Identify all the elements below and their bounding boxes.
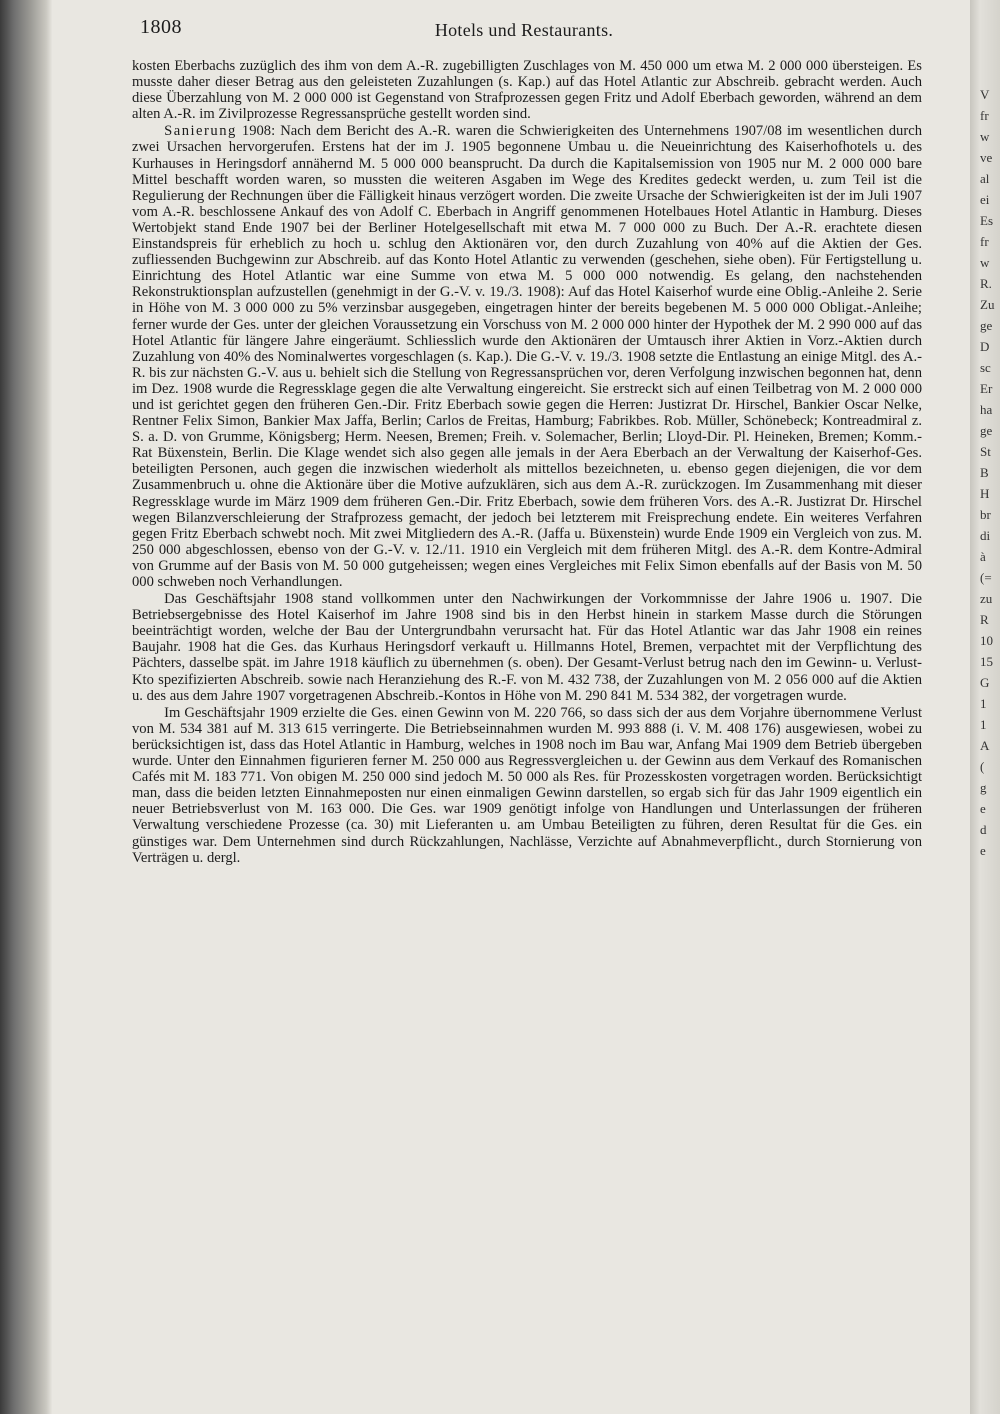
adjacent-page-fragment: e	[980, 801, 986, 816]
adjacent-page-fragment: V	[980, 87, 990, 102]
adjacent-page-fragment: sc	[980, 360, 991, 375]
adjacent-page-fragment: di	[980, 528, 991, 543]
adjacent-page-fragment: Es	[980, 213, 993, 228]
adjacent-page-fragment: B	[980, 465, 989, 480]
paragraph-text: Das Geschäftsjahr 1908 stand vollkommen unter den Nachwirkungen der Vorkommnisse der Jahre 1906 u. 1907. Die Betriebsergebnisse des Hotel Kaiserhof im Jahre 1908 sind bis in den Herbst hinein in starkem Masse durch die Störungen beeinträchtigt worden, welche der Bau der Untergrundbahn verursacht hat. Für das Hotel Atlantic war das Jahr 1908 ein reines Baujahr. 1908 hat die Ges. das Kurhaus Heringsdorf verkauft u. Hillmanns Hotel, Bremen, verpachtet mit der Verpflichtung des Pächters, dasselbe spät. im Jahre 1918 käuflich zu übernehmen (s. oben). Der Gesamt-Verlust betrug nach den im Gewinn- u. Verlust-Kto spezifizierten Abschreib. sowie nach Heranziehung des R.-F. von M. 432 738, der Zuzahlungen von M. 2 056 000 auf die Aktien u. des aus dem Jahre 1907 vorgetragenen Abschreib.-Kontos in Höhe von M. 290 841 M. 534 382, der vorgetragen wurde.	[132, 591, 922, 704]
adjacent-page-fragment: G	[980, 675, 990, 690]
paragraph	[132, 591, 922, 704]
adjacent-page-fragment: fr	[980, 108, 989, 123]
adjacent-page-fragment: Er	[980, 381, 993, 396]
adjacent-page-fragment: 15	[980, 654, 993, 669]
adjacent-page-fragment: 1	[980, 717, 987, 732]
adjacent-page-edge	[970, 0, 1000, 1414]
adjacent-page-fragment: zu	[980, 591, 993, 606]
document-page	[118, 8, 930, 1406]
adjacent-page-fragment: al	[980, 171, 990, 186]
adjacent-page-fragment: e	[980, 843, 986, 858]
adjacent-page-fragment: fr	[980, 234, 989, 249]
adjacent-page-fragment: Zu	[980, 297, 995, 312]
adjacent-page-fragment: R.	[980, 276, 992, 291]
adjacent-page-fragment: 10	[980, 633, 993, 648]
adjacent-page-fragment: (	[980, 759, 985, 774]
paragraph-text: Im Geschäftsjahr 1909 erzielte die Ges. einen Gewinn von M. 220 766, so dass sich der aus dem Vorjahre übernommene Verlust von M. 534 381 auf M. 313 615 verringerte. Die Betriebseinnahmen wurden M. 993 888 (i. V. M. 408 176) ausgewiesen, wobei zu berücksichtigen ist, dass das Hotel Atlantic in Hamburg, welches in 1908 noch im Bau war, Anfang Mai 1909 dem Betrieb übergeben wurde. Unter den Einnahmen figurieren ferner M. 250 000 aus Regressvergleichen u. der Gewinn aus dem Verkauf des Romanischen Cafés mit M. 183 771. Von obigen M. 250 000 sind jedoch M. 50 000 als Res. für Prozesskosten vorgetragen worden. Berücksichtigt man, dass die beiden letzten Einnahmeposten nur einen einmaligen Gewinn darstellen, so ergab sich für das Jahr 1909 eigentlich ein neuer Betriebsverlust von M. 163 000. Die Ges. war 1909 genötigt infolge von Handlungen und Unterlassungen der früheren Verwaltung verschiedene Prozesse (ca. 30) mit Lieferanten u. am Umbau Beteiligten zu führen, deren Resultat für die Ges. ein günstiges war. Dem Unternehmen sind durch Rückzahlungen, Nachlässe, Verzichte auf Abnahmeverpflicht., durch Stornierung von Verträgen u. dergl.	[132, 704, 922, 866]
adjacent-page-fragment: H	[980, 486, 990, 501]
paragraph	[132, 705, 922, 866]
adjacent-page-fragment: ve	[980, 150, 993, 165]
adjacent-page-fragment: w	[980, 129, 990, 144]
adjacent-page-fragment: (=	[980, 570, 992, 585]
adjacent-page-fragment: d	[980, 822, 987, 837]
adjacent-page-fragment: g	[980, 780, 987, 795]
section-lead: Sanierung	[164, 123, 237, 140]
adjacent-page-fragment: à	[980, 549, 986, 564]
paragraph	[132, 123, 922, 590]
page-number: 1808	[140, 16, 182, 38]
paragraph	[132, 58, 922, 122]
adjacent-page-fragment: w	[980, 255, 990, 270]
page-header	[118, 8, 930, 44]
adjacent-page-fragment: A	[980, 738, 990, 753]
paragraph-text: 1908: Nach dem Bericht des A.-R. waren die Schwierigkeiten des Unternehmens 1907/08 im wesentlichen durch zwei Ursachen hervorgerufen. Erstens hat der im J. 1905 begonnene Umbau u. die Neueinrichtung des Kaiserhofhotels u. des Kurhauses in Heringsdorf annähernd M. 5 000 000 beansprucht. Da durch die Kapitalsemission von 1905 nur M. 2 000 000 bare Mittel beschafft worden waren, so mussten die weiteren Asgaben im Wege des Kredites gedeckt werden, u. zum Teil ist die Regulierung der Rechnungen über die Fälligkeit hinaus verzögert worden. Die zweite Ursache der Schwierigkeiten ist der im Juli 1907 vom A.-R. beschlossene Ankauf des von Adolf C. Eberbach in Angriff genommenen Hotelbaues Hotel Atlantic in Hamburg. Dieses Wertobjekt stand Ende 1907 bei der Berliner Hotelgesellschaft mit etwa M. 7 000 000 zu Buch. Der A.-R. erachtete diesen Einstandspreis für erheblich zu hoch u. schlug den Aktionären vor, den durch Zuzahlung von 40% auf die Aktien der Ges. zufliessenden Buchgewinn zur Abschreib. auf das Konto Hotel Atlantic zu verwenden (geschehen, siehe oben). Für Fertigstellung u. Einrichtung des Hotel Atlantic war eine Summe von etwa M. 5 000 000 notwendig. Es gelang, den nachstehenden Rekonstruktionsplan aufzustellen (genehmigt in der G.-V. v. 19./3. 1908): Auf das Hotel Kaiserhof wurde eine Oblig.-Anleihe 2. Serie in Höhe von M. 3 000 000 zu 5% verzinsbar ausgegeben, eingetragen hinter der bereits begebenen M. 5 000 000 Obligat.-Anleihe; ferner wurde der Ges. unter der gleichen Voraussetzung ein Vorschuss von M. 2 000 000 hinter der Hypothek der M. 2 990 000 auf das Hotel Atlantic für längere Jahre eingeräumt. Schliesslich wurde den Aktionären der Umtausch ihrer Aktien in Vorz.-Aktien durch Zuzahlung von 40% des Nominalwertes vorgeschlagen (s. Kap.). Die G.-V. v. 19./3. 1908 setzte die Entlastung an einige Mitgl. des A.-R. bis zur nächsten G.-V. aus u. behielt sich die Stellung von Regressansprüchen vor, deren Verfolgung inzwischen begonnen hat, denn im Dez. 1908 wurde die Regressklage gegen die alte Verwaltung eingereicht. Sie erstreckt sich auf einen Teilbetrag von M. 2 000 000 und ist gerichtet gegen den früheren Gen.-Dir. Fritz Eberbach sowie gegen die Herren: Justizrat Dr. Hirschel, Bankier Oscar Nelke, Rentner Felix Simon, Bankier Max Jaffa, Berlin; Carlos de Freitas, Hamburg; Fabrikbes. Rob. Müller, Schönebeck; Kontreadmiral z. S. a. D. von Grumme, Königsberg; Herm. Neesen, Bremen; Freih. v. Solemacher, Berlin; Lloyd-Dir. Pl. Heineken, Bremen; Komm.-Rat Büxenstein, Berlin. Die Klage wendet sich also gegen alle jemals in der Aera Eberbach an der Verwaltung der Kaiserhof-Ges. beteiligten Personen, auch gegen die inzwischen wiederholt als mittellos bezeichneten, u. ebenso gegen diejenigen, die vor dem Zusammenbruch u. ohne die Aktionäre über die Motive aufzuklären, sich aus dem A.-R. zurückzogen. Im Zusammenhang mit dieser Regressklage wurde im März 1909 dem früheren Gen.-Dir. Fritz Eberbach, sowie dem früheren Vors. des A.-R. Justizrat Dr. Hirschel wegen Bilanzverschleierung der Strafprozess gemacht, der jedoch bei letzterem mit Freisprechung endete. Ein weiteres Verfahren gegen Fritz Eberbach schwebt noch. Mit zwei Mitgliedern des A.-R. (Jaffa u. Büxenstein) wurde Ende 1909 ein Vergleich von zus. M. 250 000 abgeschlossen, ebenso von der G.-V. v. 12./11. 1910 ein Vergleich mit dem früheren Mitgl. des A.-R. dem Kontre-Admiral von Grumme auf der Basis von M. 50 000 gutgeheissen; wegen eines Vergleiches mit Felix Simon ebenfalls auf der Basis von M. 50 000 schweben noch Verhandlungen.	[132, 123, 922, 590]
book-binding-shadow	[0, 0, 52, 1414]
adjacent-page-fragment: br	[980, 507, 991, 522]
adjacent-page-fragment: ha	[980, 402, 993, 417]
body-text	[132, 58, 922, 866]
adjacent-page-fragment: D	[980, 339, 990, 354]
adjacent-page-fragment: 1	[980, 696, 987, 711]
adjacent-page-fragment: ge	[980, 423, 993, 438]
adjacent-page-fragment: ei	[980, 192, 990, 207]
adjacent-page-fragment: ge	[980, 318, 993, 333]
adjacent-page-fragment: St	[980, 444, 991, 459]
running-title: Hotels und Restaurants.	[434, 20, 614, 40]
adjacent-page-fragment: R	[980, 612, 989, 627]
paragraph-text: kosten Eberbachs zuzüglich des ihm von dem A.-R. zugebilligten Zuschlages von M. 450 000 um etwa M. 2 000 000 übersteigen. Es musste daher dieser Betrag aus den geleisteten Zuzahlungen (s. Kap.) auf das Hotel Atlantic zur Abschreib. gebracht werden. Auch diese Überzahlung von M. 2 000 000 ist Gegenstand von Strafprozessen gegen Fritz und Adolf Eberbach geworden, während an dem alten A.-R. im Zivilprozesse Regressansprüche gestellt worden sind.	[132, 58, 922, 123]
